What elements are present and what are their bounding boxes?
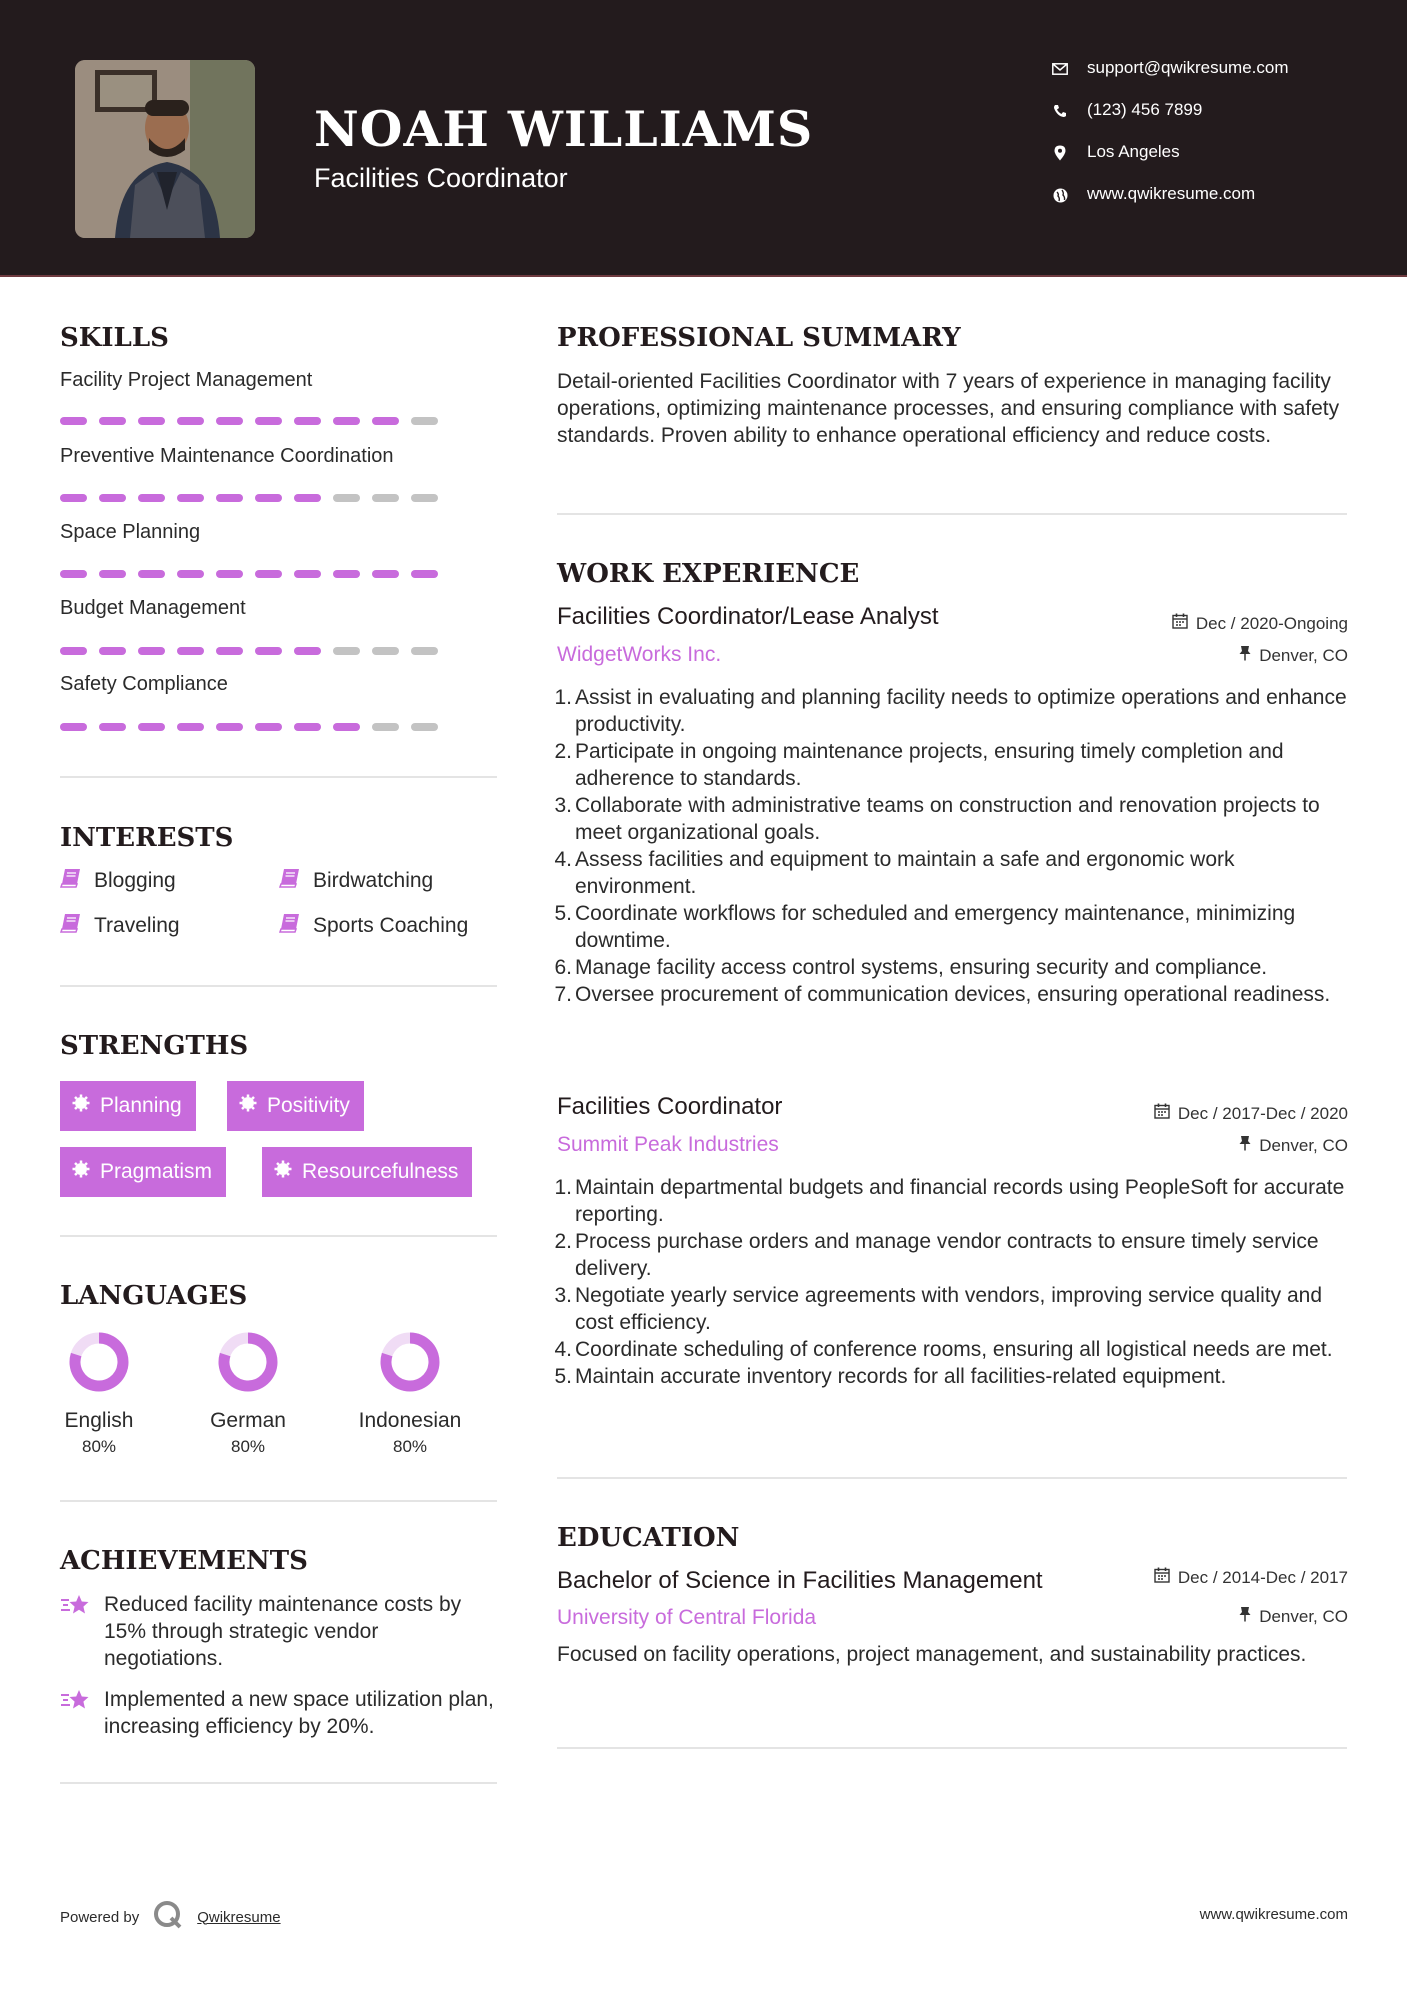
footer-website[interactable]: www.qwikresume.com (1199, 1906, 1348, 1923)
interest-item (60, 913, 180, 939)
skill-name: Space Planning (60, 521, 201, 543)
languages-heading: LANGUAGES (60, 1281, 248, 1311)
skill-dash-filled (60, 494, 87, 502)
job-duty-text: Maintain departmental budgets and financial records using PeopleSoft for accurate reporting. (575, 1176, 1345, 1226)
job-duty-item (554, 1228, 1357, 1282)
interest-item (60, 868, 176, 894)
language-progress-ring (216, 1330, 280, 1394)
strength-label: Pragmatism (100, 1160, 213, 1183)
job-title: Facilities Coordinator/Lease Analyst (557, 603, 939, 630)
calendar-icon (1154, 1103, 1170, 1124)
strength-tag (60, 1147, 226, 1197)
achievement-item (60, 1591, 500, 1672)
skill-dash-filled (216, 417, 243, 425)
section-divider (60, 1235, 497, 1237)
job-duty-text: Process purchase orders and manage vendor contracts to ensure timely service delivery. (575, 1230, 1319, 1280)
skill-rating (60, 417, 438, 425)
powered-by-label: Powered by (60, 1908, 140, 1926)
job-duty-item (554, 1363, 1357, 1390)
candidate-name: NOAH WILLIAMS (314, 100, 814, 158)
skill-dash-filled (255, 417, 282, 425)
strengths-heading: STRENGTHS (60, 1031, 249, 1061)
skill-rating (60, 494, 438, 502)
skill-rating (60, 570, 438, 578)
list-number: 2. (554, 1230, 572, 1253)
skill-dash-filled (177, 417, 204, 425)
shooting-star-icon (60, 1591, 92, 1672)
skill-dash-empty (411, 417, 438, 425)
book-icon (60, 913, 82, 939)
skill-dash-filled (372, 570, 399, 578)
job-duty-text: Assist in evaluating and planning facility needs to optimize operations and enhance productivity. (575, 686, 1347, 736)
skill-dash-filled (99, 494, 126, 502)
skill-dash-empty (372, 723, 399, 731)
skill-dash-empty (411, 723, 438, 731)
skill-dash-filled (294, 417, 321, 425)
language-name: Indonesian (358, 1409, 462, 1432)
job-duty-item (554, 738, 1357, 792)
education-location-text: Denver, CO (1259, 1606, 1348, 1626)
contact-location (1050, 139, 1390, 181)
envelope-icon (1050, 59, 1070, 79)
achievement-text: Reduced facility maintenance costs by 15% through strategic vendor negotiations. (104, 1593, 462, 1670)
skill-dash-filled (333, 570, 360, 578)
badge-icon (72, 1094, 90, 1118)
job-location-text: Denver, CO (1259, 1135, 1348, 1155)
job-duty-item (554, 900, 1357, 954)
skill-dash-filled (99, 647, 126, 655)
school-name: University of Central Florida (557, 1606, 817, 1629)
list-number: 5. (554, 1365, 572, 1388)
contact-phone (1050, 97, 1390, 139)
pushpin-icon (1239, 1606, 1251, 1627)
badge-icon (274, 1160, 292, 1184)
job-duties (554, 684, 1357, 1008)
skill-dash-filled (216, 570, 243, 578)
skill-dash-empty (333, 647, 360, 655)
contact-list (1050, 55, 1390, 223)
language-name: German (210, 1409, 286, 1432)
job-duty-text: Manage facility access control systems, ensuring security and compliance. (575, 956, 1268, 979)
skill-dash-empty (411, 494, 438, 502)
job-duty-text: Participate in ongoing maintenance projects, ensuring timely completion and adherence to standards. (575, 740, 1284, 790)
strength-label: Resourcefulness (302, 1160, 459, 1183)
badge-icon (239, 1094, 257, 1118)
job-location (1239, 645, 1348, 666)
list-number: 6. (554, 956, 572, 979)
skill-dash-filled (333, 417, 360, 425)
qwikresume-link[interactable]: Qwikresume (197, 1908, 281, 1926)
skill-dash-filled (60, 570, 87, 578)
job-duty-item (554, 684, 1357, 738)
summary-heading: PROFESSIONAL SUMMARY (557, 323, 961, 353)
achievement-text: Implemented a new space utilization plan, increasing efficiency by 20%. (104, 1688, 494, 1738)
contact-location-text: Los Angeles (1087, 142, 1180, 161)
achievement-item (60, 1686, 500, 1740)
skill-name: Preventive Maintenance Coordination (60, 445, 394, 467)
shooting-star-icon (60, 1686, 92, 1740)
skill-dash-empty (333, 494, 360, 502)
list-number: 5. (554, 902, 572, 925)
job-duty-text: Oversee procurement of communication devices, ensuring operational readiness. (575, 983, 1331, 1006)
language-item (340, 1330, 480, 1457)
job-duty-item (554, 1336, 1357, 1363)
strength-label: Positivity (267, 1094, 350, 1117)
skill-dash-filled (60, 647, 87, 655)
job-date-text: Dec / 2017-Dec / 2020 (1177, 1103, 1348, 1123)
skill-dash-filled (177, 723, 204, 731)
skill-dash-filled (294, 570, 321, 578)
skill-dash-filled (216, 647, 243, 655)
list-number: 2. (554, 740, 572, 763)
skill-dash-filled (99, 723, 126, 731)
list-number: 3. (554, 1284, 572, 1307)
contact-email-text[interactable]: support@qwikresume.com (1087, 58, 1289, 77)
language-progress-ring (378, 1330, 442, 1394)
skill-dash-filled (177, 647, 204, 655)
strength-tag (227, 1081, 364, 1131)
strength-label: Planning (100, 1094, 182, 1117)
skill-dash-filled (177, 494, 204, 502)
resume-header (0, 0, 1407, 277)
calendar-icon (1154, 1567, 1170, 1588)
job-duty-text: Assess facilities and equipment to maintain a safe and ergonomic work environment. (575, 848, 1235, 898)
skill-dash-filled (138, 494, 165, 502)
list-number: 4. (554, 848, 572, 871)
contact-email (1050, 55, 1390, 97)
section-divider (60, 776, 497, 778)
skill-name: Safety Compliance (60, 673, 228, 695)
globe-icon (1050, 185, 1070, 205)
calendar-icon (1172, 613, 1188, 634)
summary-text: Detail-oriented Facilities Coordinator with 7 years of experience in managing facility operations, optimizing maintenance processes, and ensuring compliance with safety standards. Proven ability to enhance operational efficiency and reduce costs. (557, 370, 1340, 447)
skill-dash-filled (216, 723, 243, 731)
strength-tag (60, 1081, 196, 1131)
list-number: 4. (554, 1338, 572, 1361)
skills-heading: SKILLS (60, 323, 169, 353)
list-number: 1. (554, 1176, 572, 1199)
interest-label: Sports Coaching (313, 914, 469, 937)
section-divider (60, 1500, 497, 1502)
candidate-role: Facilities Coordinator (314, 163, 568, 193)
skill-dash-empty (372, 647, 399, 655)
job-date (1172, 613, 1348, 634)
job-title: Facilities Coordinator (557, 1093, 783, 1120)
pushpin-icon (1239, 1135, 1251, 1156)
language-percent: 80% (392, 1437, 428, 1456)
section-divider (60, 1782, 497, 1784)
list-number: 3. (554, 794, 572, 817)
job-duty-text: Coordinate scheduling of conference rooms, ensuring all logistical needs are met. (575, 1338, 1333, 1361)
achievements-heading: ACHIEVEMENTS (60, 1546, 308, 1576)
phone-icon (1050, 101, 1070, 121)
skill-dash-filled (99, 417, 126, 425)
job-duty-text: Collaborate with administrative teams on construction and renovation projects to meet organizational goals. (575, 794, 1320, 844)
footer-powered-by (60, 1900, 281, 1934)
qwikresume-logo-icon (153, 1900, 183, 1934)
interest-label: Traveling (94, 914, 180, 937)
skill-dash-filled (294, 494, 321, 502)
skill-dash-filled (294, 723, 321, 731)
pushpin-icon (1239, 645, 1251, 666)
language-percent: 80% (230, 1437, 266, 1456)
degree-title: Bachelor of Science in Facilities Management (557, 1567, 1043, 1594)
interest-label: Blogging (94, 869, 176, 892)
job-duty-item (554, 954, 1357, 981)
education-heading: EDUCATION (557, 1523, 740, 1553)
skill-dash-filled (177, 570, 204, 578)
skill-dash-filled (372, 417, 399, 425)
skill-dash-filled (255, 494, 282, 502)
education-description: Focused on facility operations, project management, and sustainability practices. (557, 1643, 1307, 1666)
job-date (1154, 1103, 1348, 1124)
job-duty-item (554, 981, 1357, 1008)
skill-name: Facility Project Management (60, 369, 313, 391)
skill-dash-filled (255, 570, 282, 578)
badge-icon (72, 1160, 90, 1184)
skill-dash-filled (255, 723, 282, 731)
job-duty-item (554, 792, 1357, 846)
skill-rating (60, 723, 438, 731)
strength-tag (262, 1147, 472, 1197)
company-name: WidgetWorks Inc. (557, 643, 722, 666)
contact-website-text[interactable]: www.qwikresume.com (1087, 184, 1256, 203)
education-location (1239, 1606, 1348, 1627)
skill-dash-filled (138, 417, 165, 425)
skill-dash-empty (411, 647, 438, 655)
job-duty-text: Maintain accurate inventory records for all facilities-related equipment. (575, 1365, 1227, 1388)
job-duty-text: Coordinate workflows for scheduled and emergency maintenance, minimizing downtime. (575, 902, 1296, 952)
job-duty-item (554, 1174, 1357, 1228)
skill-dash-filled (255, 647, 282, 655)
contact-website (1050, 181, 1390, 223)
skill-dash-filled (138, 647, 165, 655)
job-location-text: Denver, CO (1259, 645, 1348, 665)
skill-dash-filled (138, 723, 165, 731)
skill-dash-filled (411, 570, 438, 578)
section-divider (557, 1477, 1347, 1479)
contact-phone-text: (123) 456 7899 (1087, 100, 1203, 119)
interest-item (279, 868, 433, 894)
skill-dash-filled (99, 570, 126, 578)
interest-item (279, 913, 468, 939)
list-number: 7. (554, 983, 572, 1006)
profile-photo (75, 60, 255, 238)
language-progress-ring (67, 1330, 131, 1394)
section-divider (60, 985, 497, 987)
skill-dash-filled (294, 647, 321, 655)
skill-rating (60, 647, 438, 655)
job-duty-item (554, 846, 1357, 900)
job-duty-text: Negotiate yearly service agreements with vendors, improving service quality and cost efficiency. (575, 1284, 1323, 1334)
language-percent: 80% (81, 1437, 117, 1456)
skill-dash-empty (372, 494, 399, 502)
job-duties (554, 1174, 1357, 1390)
book-icon (279, 913, 301, 939)
skill-name: Budget Management (60, 597, 246, 619)
job-location (1239, 1135, 1348, 1156)
experience-heading: WORK EXPERIENCE (557, 559, 860, 589)
location-pin-icon (1050, 143, 1070, 163)
language-item (29, 1330, 169, 1457)
skill-dash-filled (333, 723, 360, 731)
skill-dash-filled (60, 723, 87, 731)
section-divider (557, 1747, 1347, 1749)
book-icon (279, 868, 301, 894)
skill-dash-filled (138, 570, 165, 578)
education-date (1154, 1567, 1348, 1588)
interest-label: Birdwatching (313, 869, 434, 892)
section-divider (557, 513, 1347, 515)
list-number: 1. (554, 686, 572, 709)
language-name: English (64, 1409, 134, 1432)
book-icon (60, 868, 82, 894)
skill-dash-filled (60, 417, 87, 425)
language-item (178, 1330, 318, 1457)
job-duty-item (554, 1282, 1357, 1336)
interests-heading: INTERESTS (60, 823, 234, 853)
job-date-text: Dec / 2020-Ongoing (1195, 613, 1348, 633)
skill-dash-filled (216, 494, 243, 502)
company-name: Summit Peak Industries (557, 1133, 779, 1156)
education-date-text: Dec / 2014-Dec / 2017 (1177, 1567, 1348, 1587)
